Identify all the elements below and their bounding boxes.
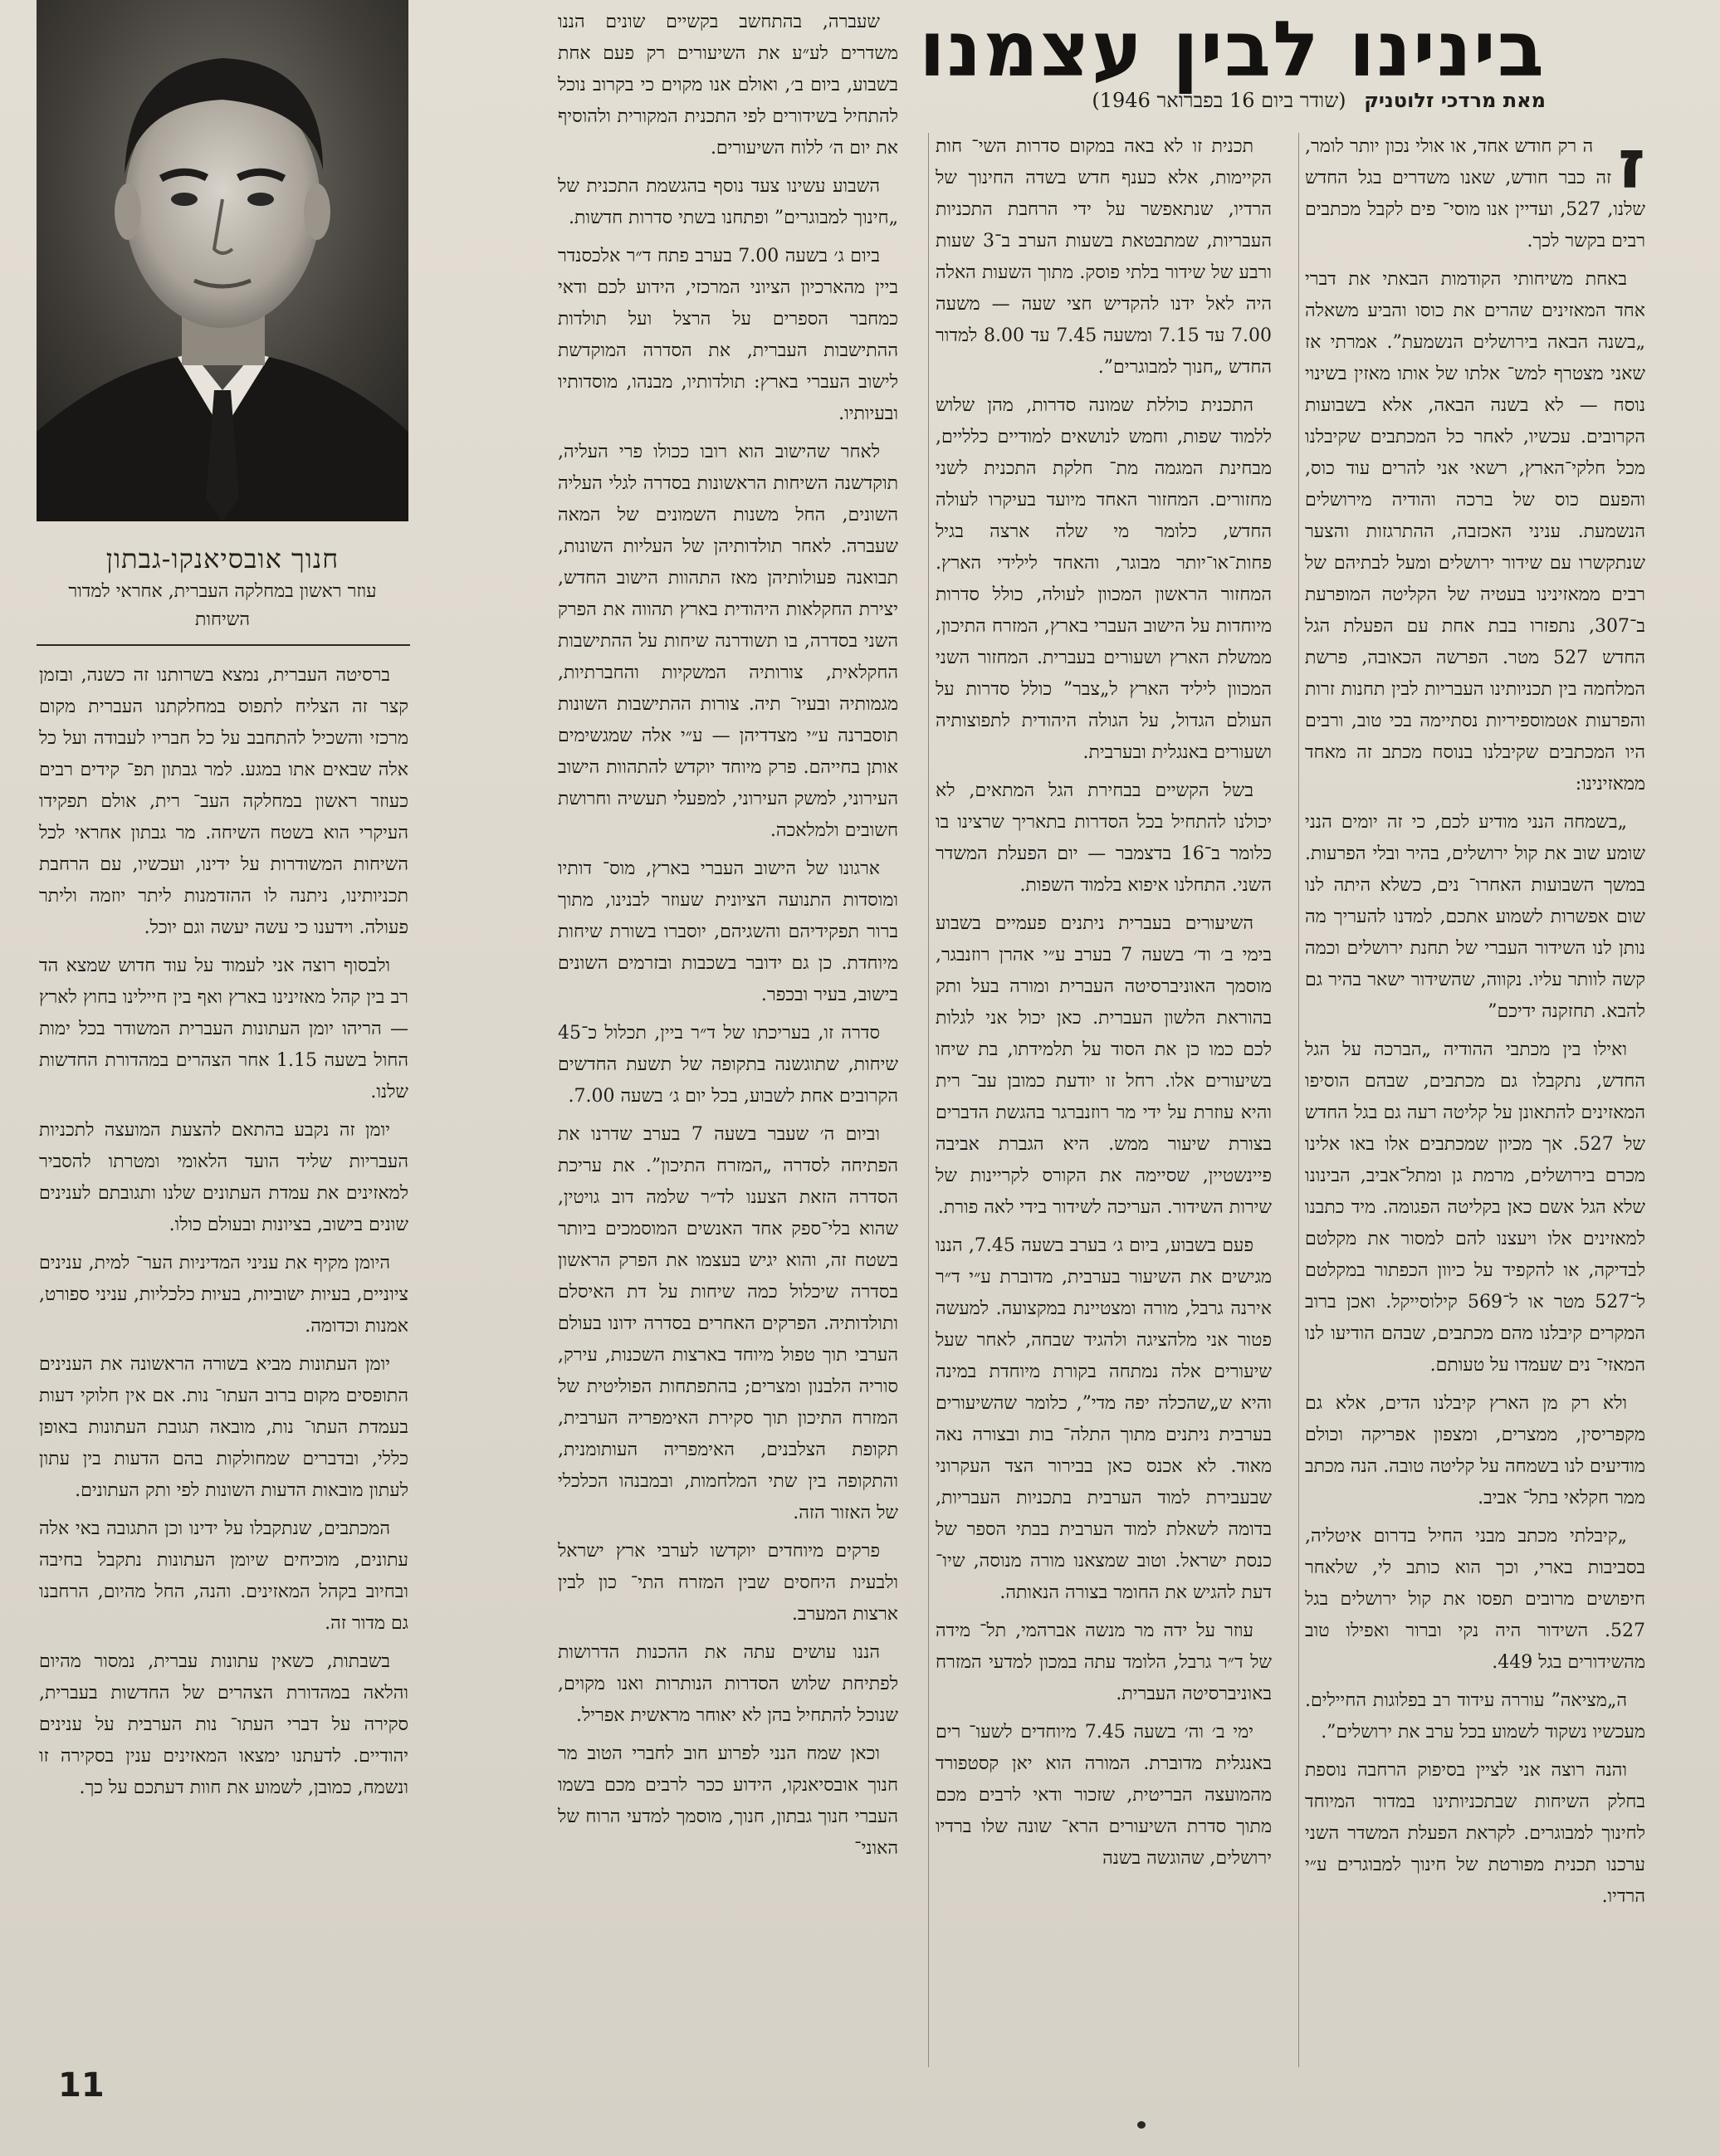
portrait-illustration (37, 0, 408, 521)
photo-caption (37, 540, 408, 634)
paragraph: תכנית זו לא באה במקום סדרות השי־ חות הקיימות, אלא כענף חדש בשדה החינוך של הרדיו, שנתאפשר על ידי הרחבת התכניות העבריות, שמתבטאת בשעות הערב ב־3 שעות ורבע של שידור בלתי פוסק. מתוך השעות האלה היה לאל ידנו להקדיש חצי שעה — משעה 7.00 עד 7.15 ומשעה 7.45 עד 8.00 למדור החדש „חנוך למבוגרים”. (936, 136, 1272, 378)
paragraph: ביום ג׳ בשעה 7.00 בערב פתח ד״ר אלכסנדר ביין מהארכיון הציוני המרכזי, הידוע לכם ודאי כמחבר הספרים על הרצל ועל תולדות ההתישבות העברית, את הסדרה המוקדשת לישוב העברי בארץ: תולדותיו, מבנהו, מוסדותיו ובעיותיו. (558, 246, 898, 424)
column-divider (928, 133, 929, 2067)
broadcast-date: (שודר ביום 16 בפברואר 1946) (1092, 89, 1346, 112)
paragraph: וביום ה׳ שעבר בשעה 7 בערב שדרנו את הפתיחה לסדרה „המזרח התיכון”. את עריכת הסדרה הזאת הצענו לד״ר שלמה דוב גויטין, שהוא בלי־ספק אחד האנשים המוסמכים ביותר בשטח זה, והוא יגיש בעצמו את הפרק הראשון בסדרה שיכלול כמה שיחות על דת האיסלם ותולדותיה. הפרקים האחרים בסדרה ידונו בעולם הערבי תוך טפול מיוחד בארצות השכנות, עירק, סוריה הלבנון ומצרים; בהתפתחות הפוליטית של המזרח התיכון תוך סקירת האימפריה הערבית, תקופת הצלבנים, האימפריה העותומנית, והתקופה בין שתי המלחמות, ובמבנהו הכלכלי של האזור הזה. (558, 1124, 898, 1523)
paragraph: הננו עושים עתה את ההכנות הדרושות לפתיחת שלוש הסדרות הנותרות ואנו מקוים, שנוכל להתחיל בהן לא יאוחר מראשית אפריל. (558, 1642, 898, 1726)
paragraph: סדרה זו, בעריכתו של ד״ר ביין, תכלול כ־45 שיחות, שתוגשנה בתקופה של תשעת החדשים הקרובים אחת לשבוע, בכל יום ג׳ בשעה 7.00. (558, 1023, 898, 1107)
paragraph: ולבסוף רוצה אני לעמוד על עוד חדוש שמצא הד רב בין קהל מאזינינו בארץ ואף בין חיילינו בחוץ לארץ — הריהו יומן העתונות העברית המשודר בכל ימות החול בשעה 1.15 אחר הצהרים במהדורת החדשות שלנו. (39, 956, 408, 1102)
paragraph: השיעורים בעברית ניתנים פעמיים בשבוע בימי ב׳ וד׳ בשעה 7 בערב ע״י אהרן רוזנבגר, מוסמך האוניברסיטה העברית ומורה בעל ותק בהוראת הלשון העברית. כאן יכול אני לגלות לכם כמו כן את הסוד על תלמידתו, בת שיחו בשיעורים אלו. רחל זו יודעת כמובן עב־ רית והיא עוזרת על ידי מר רוזנברגר בהגשת הדברים בצורת שיעור ממש. היא הגברת אביבה פיינשטיין, שסיימה את הקורס לקריינות של שירות השידור. העריכה לשידור בידי לאה פורת. (936, 913, 1272, 1218)
paragraph: ואילו בין מכתבי ההודיה „הברכה על הגל החדש, נתקבלו גם מכתבים, שבהם הוסיפו המאזינים להתאונן על קליטה רעה גם בגל החדש של 527. אך מכיון שמכתבים אלו באו אלינו מכרם בירושלים, מרמת גן ומתל־אביב, הבינונו שלא הגל אשם כאן בקליטה הפגומה. מיד כתבנו למאזינים אלו ויעצנו להם למסור את מקלטם לבדיקה, או להקפיד על כיוון הכפתור במקלטם ל־527 מטר או ל־569 קילוסייקל. ואכן ברוב המקרים קיבלנו מהם מכתבים, שבהם הודיעו לנו המאזי־ נים שעמדו על טעותם. (1305, 1039, 1645, 1376)
article-column-3 (558, 7, 898, 2057)
paragraph: „קיבלתי מכתב מבני החיל בדרום איטליה, בסביבות בארי, וכך הוא כותב לי, שלאחר חיפושים מרובים תפסו את קול ירושלים בגל 527. השידור היה נקי וברור ואפילו טוב מהשידורים בגל 449. (1305, 1526, 1645, 1673)
paragraph: בשל הקשיים בבחירת הגל המתאים, לא יכולנו להתחיל בכל הסדרות בתאריך שרצינו בו כלומר ב־16 בדצמבר — יום הפעלת המשדר השני. התחלנו איפוא בלמוד השפות. (936, 780, 1272, 896)
author-name: מאת מרדכי זלוטניק (1364, 89, 1546, 112)
paragraph: לאחר שהישוב הוא רובו ככולו פרי העליה, תוקדשנה השיחות הראשונות בסדרה לגלי העליה השונים, החל משנות השמונים של המאה שעברה. לאחר תולדותיהן של העליות השונות, תבואנה פעולותיהן מאז התהוות הישוב החדש, יצירת החקלאות היהודית בארץ תהווה את הפרק השני בסדרה, בו תשודרנה שיחות על ההתישבות החקלאית, צורותיה המשקיות והחברתיות, מגמותיה ובעיו־ תיה. צורות ההתישבות השונות תוסברנה ע״י מצדדיהן — ע״י אלה שמגשימים אותן בחייהם. פרק מיוחד יוקדש להתהוות הישוב העירוני, למשק העירוני, למפעלי תעשיה וחרושת חשובים ולמלאכה. (558, 442, 898, 841)
caption-name: חנוך אובסיאנקו-גבתון (105, 543, 340, 574)
paragraph: בשבתות, כשאין עתונות עברית, נמסור מהיום והלאה במהדורת הצהרים של החדשות בעברית, סקירה על דברי העתו־ נות הערבית על ענינים יהודיים. לדעתנו ימצאו המאזינים ענין בסקירה זו ונשמח, כמובן, לשמוע את חוות דעתכם על כך. (39, 1651, 408, 1798)
paragraph: „בשמחה הנני מודיע לכם, כי זה יומים הנני שומע שוב את קול ירושלים, בהיר ובלי הפרעות. במשך השבועות האחרו־ נים, כשלא היתה לנו שום אפשרות לשמוע אתכם, למדנו להעריך מה נותן לנו השידור העברי של תחנת ירושלים וכמה קשה לוותר עליו. נקווה, שהשידור ישאר בהיר גם להבא. תחזקנה ידיכם” (1305, 812, 1645, 1022)
paragraph: ימי ב׳ וה׳ בשעה 7.45 מיוחדים לשעו־ רים באנגלית מדוברת. המורה הוא יאן קסטפורד מהמועצה הבריטית, שזכור ודאי לרבים מכם מתוך סדרת השיעורים הרא־ שונה שלו ברדיו ירושלים, שהוגשה בשנה (936, 1722, 1272, 1869)
paragraph: והנה רוצה אני לציין בסיפוק הרחבה נוספת בחלק השיחות שבתכניותינו במדור המיוחד לחינוך למבוגרים. לקראת הפעלת המשדר השני ערכנו תכנית מפורטת של חינוך למבוגרים ע״י הרדיו. (1305, 1760, 1645, 1907)
drop-cap: ז (1618, 131, 1645, 204)
paragraph: עוזר על ידה מר מנשה אברהמי, תל־ מידה של ד״ר גרבל, הלומד עתה במכון למדעי המזרח באוניברסיטה העברית. (936, 1621, 1272, 1704)
paragraph: ולא רק מן הארץ קיבלנו הדים, אלא גם מקפריסין, ממצרים, ומצפון אפריקה וכולם מודיעים לנו בשמחה על קליטה טובה. הנה מכתב ממר חקלאי בתל־ אביב. (1305, 1393, 1645, 1508)
paragraph: היומן מקיף את עניני המדיניות הער־ למית, ענינים ציוניים, בעיות ישוביות, בעיות כלכליות, עניני ספורט, אמנות וכדומה. (39, 1253, 408, 1337)
article-title: בינינו לבין עצמנו (919, 5, 1546, 94)
caption-divider (37, 644, 410, 646)
paragraph: שעברה, בהתחשב בקשיים שונים הננו משדרים לע״ע את השיעורים רק פעם אחת בשבוע, ביום ב׳, ואולם אנו מקוים כי בקרוב נוכל להתחיל בשידורים לפי התכנית המקורית ולהוסיף את יום ה׳ ללוח השיעורים. (558, 12, 898, 159)
paragraph: השבוע עשינו צעד נוסף בהגשמת התכנית של „חינוך למבוגרים” ופתחנו בשתי סדרות חדשות. (558, 176, 898, 228)
paragraph: באחת משיחותי הקודמות הבאתי את דברי אחד המאזינים שהרים את כוסו והביע משאלה „בשנה הבאה בירושלים הנשמעת”. אמרתי אז שאני מצטרף למש־ אלתו של אותו מאזין בשינוי נוסח — לא בשנה הבאה, אלא בשבועות הקרובים. עכשיו, לאחר כל המכתבים שקיבלנו מכל חלקי־הארץ, רשאי אני להרים עוד כוס, והפעם כוס של ברכה והודיה מירושלים הנשמעת. עניני האכזבה, ההתרגזות והצער שנתקשרו עם שידור ירושלים ומעל לבתיהם של רבים ממאזינינו בעטיה של הקליטה המופרעת ב־307, נתפזרו בבת אחת עם הפעלת הגל החדש 527 מטר. הפרשה הכאובה, פרשת המלחמה בין תכניותינו העבריות לבין תחנות זרות והפרעות אטמוספיריות נסתיימה בכי טוב, ורבים היו המכתבים שקיבלנו בנוסח מכתב זה מאחד ממאזינינו: (1305, 269, 1645, 794)
caption-role: עוזר ראשון במחלקה העברית, אחראי למדור השיחות (68, 581, 377, 630)
paragraph: וכאן שמח הנני לפרוע חוב לחברי הטוב מר חנוך אובסיאנקו, הידוע ככר לרבים מכם בשמו העברי חנוך גבתון, חנוך, מוסמך למדעי הרוח של האוני־ (558, 1743, 898, 1859)
paragraph: פעם בשבוע, ביום ג׳ בערב בשעה 7.45, הננו מגישים את השיעור בערבית, מדוברת ע״י ד״ר אירנה גרבל, מורה ומצטיינת במקצועה. למעשה פטור אני מלהציגה ולהגיד שבחה, לאחר שעל שיעורים אלה נמתחה בקורת מיוחדת במינה והיא ש„שהכלה יפה מדי”, כלומר שהשיעורים בערבית ניתנים מתוך התלה־ בות ובצורה נאה מאוד. לא אכנס כאן בבירור הצד העקרוני שבעבירת למוד הערבית בתכניות העבריות, בדומה לשאלת למוד הערבית בבתי הספר של כנסת ישראל. וטוב שמצאנו מורה מנוסה, שיו־ דעת להגיש את החומר בצורה הנאותה. (936, 1235, 1272, 1603)
portrait-photo (37, 0, 408, 521)
paragraph: ה„מציאה” עוררה עידוד רב בפלוגות החיילים. מעכשיו נשקוד לשמוע בכל ערב את ירושלים”. (1305, 1690, 1645, 1743)
paragraph: ברסיטה העברית, נמצא בשרותנו זה כשנה, ובזמן קצר זה הצליח לתפוס במחלקתנו העברית מקום מרכזי והשכיל להתחבב על כל חבריו לעבודה ועל כל אלה שבאים אתו במגע. למר גבתון תפ־ קידים רבים כעוזר ראשון במחלקה העב־ רית, אולם תפקידו העיקרי הוא בשטח השיחה. מר גבתון אחראי לכל השיחות המשודרות על ידינו, ועכשיו, עם הרחבת תכניותינו, ניתנה לו ההזדמנות ליתר יוזמה וליתר פעולה. וידענו כי עשה יעשה וגם יוכל. (39, 665, 408, 938)
paragraph: ה רק חודש אחד, או אולי נכון יותר לומר, זה כבר חודש, שאנו משדרים בגל החדש שלנו, 527, ועדיין אנו מוסי־ פים לקבל מכתבים רבים בקשר לכך. (1305, 136, 1645, 252)
print-speck (1137, 2121, 1146, 2129)
article-column-1 (1305, 131, 1645, 2074)
paragraph: התכנית כוללת שמונה סדרות, מהן שלוש ללמוד שפות, וחמש לנושאים למודיים כלליים, מבחינת המגמה מת־ חלקת התכנית לשני מחזורים. המחזור האחד מיועד בעיקרו לעולה החדש, כלומר מי שלה ארצה בגיל פחות־או־יותר מבוגר, והאחד לילידי הארץ. המחזור הראשון המכוון לעולה, כולל סדרות מיוחדות על הישוב העברי בארץ, המזרח התיכון, ממשלת הארץ ושעורים בעברית. המחזור השני המכוון ליליד הארץ ל„צבר” כולל סדרות על העולם הגדול, על הגולה היהודית לתפוצותיה ושעורים באנגלית ובערבית. (936, 395, 1272, 763)
paragraph: יומן זה נקבע בהתאם להצעת המועצה לתכניות העבריות שליד הועד הלאומי ומטרתו להסביר למאזינים את עמדת העתונים שלנו ותגובתם לענינים שונים בישוב, בציונות ובעולם כולו. (39, 1120, 408, 1235)
article-column-4 (39, 660, 408, 2022)
paragraph: פרקים מיוחדים יוקדשו לערבי ארץ ישראל ולבעית היחסים שבין המזרח התי־ כון לבין ארצות המערב. (558, 1541, 898, 1625)
page-number: 11 (58, 2066, 105, 2105)
column-divider (1298, 133, 1299, 2067)
paragraph: יומן העתונות מביא בשורה הראשונה את הענינים התופסים מקום ברוב העתו־ נות. אם אין חלוקי דעות בעמדת העתו־ נות, מובאה תגובת העתונות באופן כללי, ובדברים שמחולקות בהם הדעות בין עתון לעתון מובאות הדעות השונות לפי ותק העתונים. (39, 1354, 408, 1501)
paragraph: המכתבים, שנתקבלו על ידינו וכן התגובה באי אלה עתונים, מוכיחים שיומן העתונות נתקבל בחיבה ובחיוב בקהל המאזינים. והנה, החל מהיום, הרחבנו גם מדור זה. (39, 1518, 408, 1634)
paragraph: ארגונו של הישוב העברי בארץ, מוס־ דותיו ומוסדות התנועה הציונית שעוזר לבנינו, מתוך ברור תפקידיהם והשגיהם, יוסברו בשורת שיחות מיוחדת. כן גם ידובר בשכבות ובזרמים השונים בישוב, בעיר ובכפר. (558, 858, 898, 1005)
article-column-2 (936, 131, 1272, 2041)
